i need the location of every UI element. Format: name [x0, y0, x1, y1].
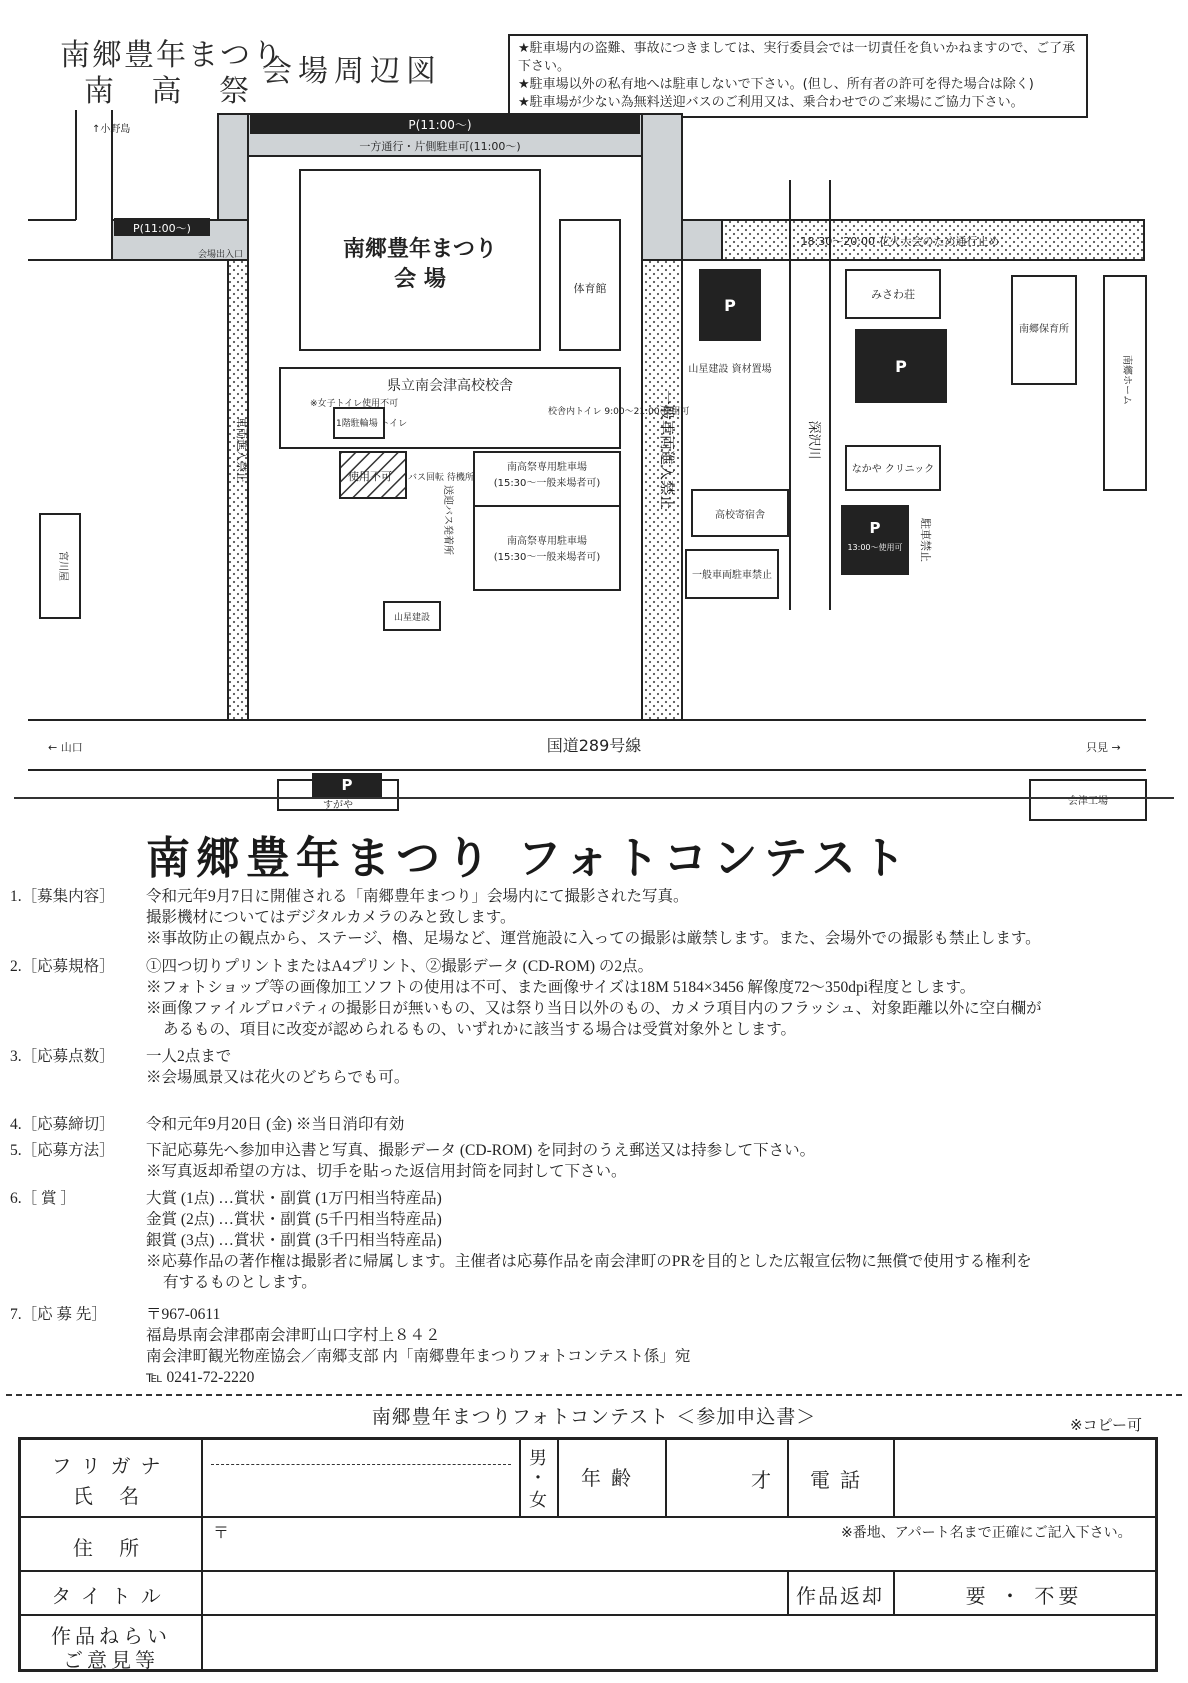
section-7-num: 7.［応 募 先］	[10, 1306, 107, 1323]
section-2-line: ※フォトショップ等の画像加工ソフトの使用は不可、また画像サイズは18M 5184×3456 解像度72〜350dpi程度とします。	[146, 979, 976, 996]
venue-label-1: 南郷豊年まつり	[342, 237, 498, 262]
notice-1: ★駐車場内の盗難、事故につきましては、実行委員会では一切責任を負いかねますので、ご了承下さい。	[518, 41, 1076, 74]
parking-1300-label: 13:00〜使用可	[847, 543, 903, 552]
form-title: 南郷豊年まつりフォトコンテスト ＜参加申込書＞	[371, 1406, 817, 1428]
return-label: 作品返却	[796, 1584, 884, 1608]
section-2	[0, 956, 1188, 1046]
section-6-line: 大賞 (1点) …賞状・副賞 (1万円相当特産品)	[146, 1190, 442, 1207]
section-6-line: ※応募作品の著作権は撮影者に帰属します。主催者は応募作品を南会津町のPRを目的とした広報宣伝物に無償で使用する権利を	[146, 1253, 1032, 1270]
dorm-label: 高校寄宿舎	[715, 510, 765, 521]
section-3	[0, 1046, 1188, 1096]
parking-sugaya: P	[341, 776, 353, 794]
gender-male[interactable]: 男	[529, 1448, 547, 1469]
no-parking-label: 駐車禁止	[919, 518, 932, 562]
one-way-label: 一方通行・片側駐車可(11:00〜)	[359, 140, 521, 153]
section-4-num: 4.［応募締切］	[10, 1116, 115, 1133]
section-2-line: ①四つ切りプリントまたはA4プリント、②撮影データ (CD-ROM) の2点。	[146, 958, 654, 975]
misawa-label: みさわ荘	[871, 288, 915, 301]
yamaboshi-label: 山星建設	[393, 613, 431, 623]
entrance-label: 会場出入口	[198, 250, 244, 260]
address-input[interactable]	[211, 1540, 1151, 1566]
bus-turn-label: バス回転 待機所	[408, 473, 474, 483]
intent-label-1: 作品ねらい	[51, 1624, 171, 1648]
section-6-num: 6.［ 賞 ］	[10, 1190, 76, 1207]
furigana-dash	[211, 1464, 511, 1465]
to-yamaguchi: ← 山口	[48, 741, 83, 754]
notice-2: ★駐車場以外の私有地へは駐車しないで下さい。(但し、所有者の許可を得た場合は除く)	[518, 77, 1034, 92]
school-toilet-label: 校舎内トイレ 9:00〜21:00 使用可	[548, 407, 690, 417]
route-label: 国道289号線	[546, 736, 642, 755]
yamaboshi-yard: 山星建設 資材置場	[688, 364, 772, 375]
address-note: ※番地、アパート名まで正確にご記入下さい。	[841, 1525, 1132, 1541]
section-3-line: 一人2点まで	[146, 1048, 232, 1065]
age-unit: 才	[751, 1468, 771, 1492]
unusable-label: 使用不可	[348, 470, 392, 483]
map-subtitle: 会場周辺図	[262, 54, 442, 89]
section-1	[0, 886, 1188, 966]
intent-label-2: ご意見等	[63, 1648, 159, 1672]
section-1-num: 1.［募集内容］	[10, 888, 115, 905]
cut-line	[6, 1394, 1182, 1396]
gym-label: 体育館	[573, 282, 607, 295]
age-label: 年齢	[581, 1466, 641, 1490]
parking-1300	[842, 506, 908, 574]
section-divider	[14, 797, 1174, 799]
section-6	[0, 1188, 1188, 1298]
work-title-input[interactable]	[211, 1576, 781, 1610]
section-4-line: 令和元年9月20日 (金) ※当日消印有効	[146, 1116, 405, 1133]
work-title-label: タイトル	[51, 1584, 171, 1608]
parking-p-1: P	[724, 296, 736, 315]
section-7-line: ℡ 0241-72-2220	[146, 1369, 255, 1386]
river-label: 深沢川	[806, 420, 821, 460]
parking-p-3: P	[869, 519, 881, 537]
no-vehicle-left: 車両進入禁止	[235, 417, 248, 483]
application-form	[18, 1437, 1158, 1672]
section-7	[0, 1304, 1188, 1394]
title-line1: 南郷豊年まつり	[60, 38, 284, 73]
gender-female[interactable]: 女	[529, 1490, 547, 1511]
nursery-label: 南郷保育所	[1019, 324, 1069, 335]
gender-dot: ・	[529, 1468, 547, 1489]
parking-left-label: P(11:00〜)	[133, 222, 191, 235]
name-input[interactable]	[211, 1470, 511, 1510]
section-2-line: ※画像ファイルプロパティの撮影日が無いもの、又は祭り当日以外のもの、カメラ項目内のフラッシュ、対象距離以外に空白欄が	[146, 1000, 1042, 1017]
parking-p-2: P	[895, 357, 907, 376]
section-7-line: 南会津町観光物産協会／南郷支部 内「南郷豊年まつりフォトコンテスト係」宛	[146, 1348, 691, 1365]
section-1-line: 令和元年9月7日に開催される「南郷豊年まつり」会場内にて撮影された写真。	[146, 888, 689, 905]
nakaya-label: なかや クリニック	[851, 464, 935, 475]
contest-title: 南郷豊年まつり フォトコンテスト	[146, 833, 912, 884]
section-6-line: 銀賞 (3点) …賞状・副賞 (3千円相当特産品)	[146, 1232, 442, 1249]
section-5-num: 5.［応募方法］	[10, 1142, 115, 1159]
notice-3: ★駐車場が少ない為無料送迎バスのご利用又は、乗合わせでのご来場にご協力下さい。	[518, 95, 1024, 110]
section-1-line: 撮影機材についてはデジタルカメラのみと致します。	[146, 909, 516, 926]
lot1-note: (15:30〜一般来場者可)	[493, 478, 601, 489]
section-5	[0, 1140, 1188, 1186]
to-tadami: 只見 →	[1086, 741, 1121, 754]
intent-input[interactable]	[211, 1620, 1151, 1668]
section-2-line: あるもの、項目に改変が認められるもの、いずれかに該当する場合は受賞対象外とします。	[163, 1021, 797, 1038]
parking-lot-2	[474, 506, 620, 590]
lot2-note: (15:30〜一般来場者可)	[493, 552, 601, 563]
shuttle-label: 送迎バス発着所	[442, 485, 453, 555]
phone-label: 電話	[810, 1468, 870, 1492]
miyagawa-label: 宮川屋	[57, 551, 68, 581]
return-options[interactable]: 要 ・ 不要	[965, 1584, 1083, 1608]
school-label: 県立南会津高校校舎	[387, 378, 513, 394]
section-6-line: 有するものとします。	[163, 1274, 317, 1291]
womens-toilet-note: ※女子トイレ使用不可	[310, 399, 399, 409]
section-2-num: 2.［応募規格］	[10, 958, 115, 975]
no-general-parking: 一般車両駐車禁止	[692, 570, 772, 581]
section-3-num: 3.［応募点数］	[10, 1048, 115, 1065]
lot1-label: 南高祭専用駐車場	[507, 462, 587, 473]
furigana-label: フリガナ	[51, 1454, 171, 1478]
venue-label-2: 会 場	[394, 267, 446, 292]
section-7-line: 〒967-0611	[146, 1306, 221, 1323]
lot2-label: 南高祭専用駐車場	[507, 536, 587, 547]
parking-top-label: P(11:00〜)	[408, 118, 472, 132]
section-7-line: 福島県南会津郡南会津町山口字村上８４２	[146, 1327, 441, 1344]
bike-toilet-label: 1階駐輪場 トイレ	[336, 419, 408, 429]
home-label: 南郷ホーム	[1121, 355, 1132, 405]
no-general-vehicle: 一般車両進入禁止	[658, 389, 676, 511]
sugaya-label: すがや	[323, 800, 353, 811]
fireworks-label: 18:30〜20:00 花火大会のため通行止め	[800, 235, 1000, 248]
section-4	[0, 1114, 1188, 1138]
section-6-line: 金賞 (2点) …賞状・副賞 (5千円相当特産品)	[146, 1211, 442, 1228]
section-5-line: 下記応募先へ参加申込書と写真、撮影データ (CD-ROM) を同封のうえ郵送又は持参して下さい。	[146, 1142, 816, 1159]
section-5-line: ※写真返却希望の方は、切手を貼った返信用封筒を同封して下さい。	[146, 1163, 627, 1180]
title-line2: 南 高 祭	[84, 74, 264, 109]
venue-map	[0, 100, 1188, 811]
name-label: 氏 名	[72, 1484, 150, 1508]
section-3-line: ※会場風景又は花火のどちらでも可。	[146, 1069, 410, 1086]
section-1-line: ※事故防止の観点から、ステージ、櫓、足場など、運営施設に入っての撮影は厳禁します。また、会場外での撮影も禁止します。	[146, 930, 1041, 947]
address-label: 住 所	[72, 1536, 150, 1560]
aizu-factory-label: 会津工場	[1068, 796, 1108, 807]
to-ono-label: ↑小野島	[92, 124, 131, 135]
postal-mark: 〒	[213, 1523, 230, 1542]
copy-ok-note: ※コピー可	[1070, 1416, 1142, 1434]
phone-input[interactable]	[901, 1450, 1151, 1510]
